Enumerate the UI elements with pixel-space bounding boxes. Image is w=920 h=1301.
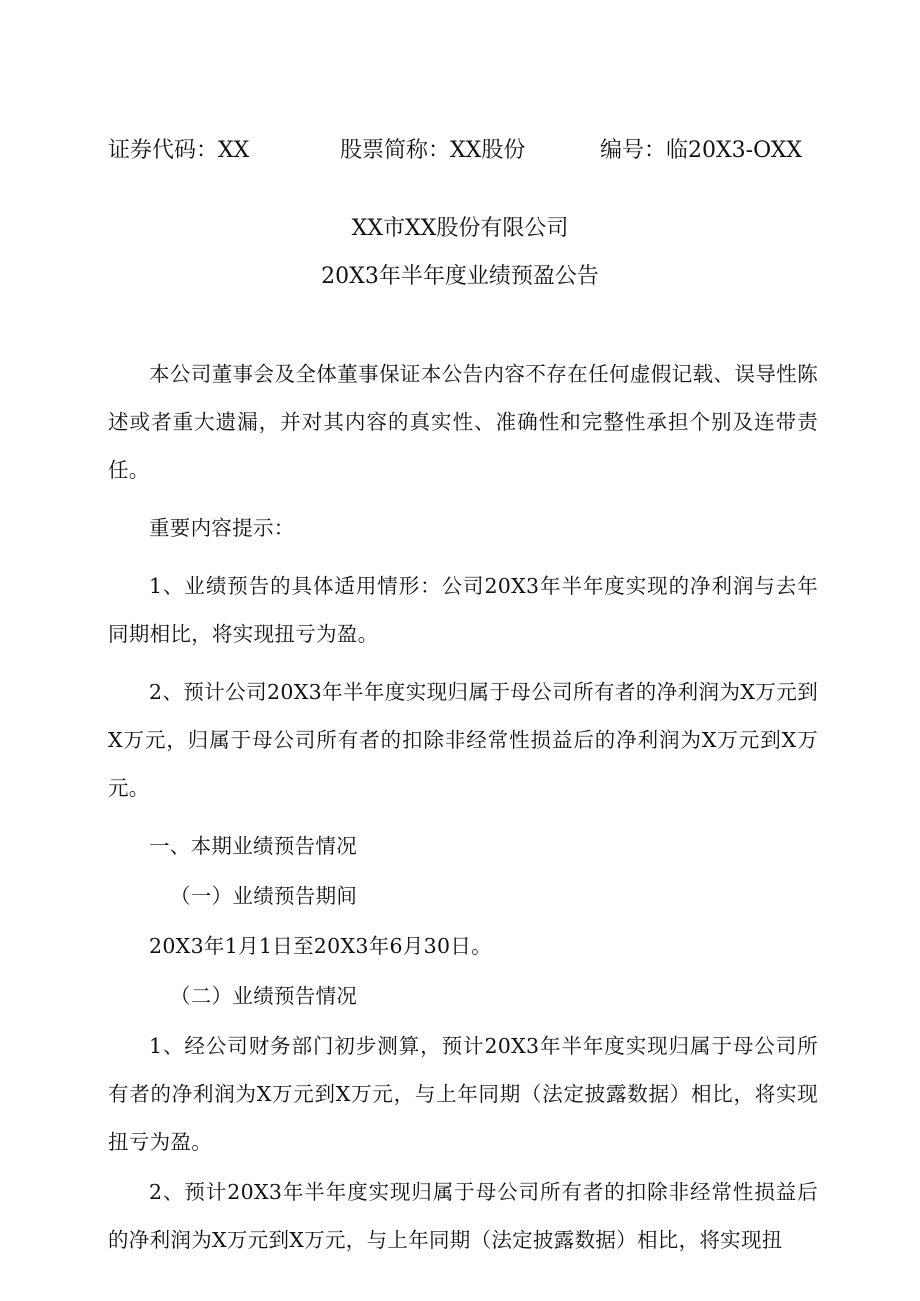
subsection-heading-1: （一）业绩预告期间 [170,884,358,908]
key-point-1: 1、业绩预告的具体适用情形：公司20X3年半年度实现的净利润与去年同期相比，将实现扭亏为盈。 [108,574,818,646]
forecast-item-2: 2、预计20X3年半年度实现归属于母公司所有者的扣除非经常性损益后的净利润为X万元到X万元，与上年同期（法定披露数据）相比，将实现扭 [108,1180,818,1252]
body-text [108,350,818,1264]
key-points-heading: 重要内容提示： [149,516,295,540]
stock-code: 证券代码：XX [108,138,250,163]
forecast-period: 20X3年1月1日至20X3年6月30日。 [149,934,492,958]
serial-number: 编号：临20X3-OXX [600,138,803,163]
subsection-heading-2: （二）业绩预告情况 [170,984,358,1008]
announcement-title: 20X3年半年度业绩预盈公告 [321,264,599,289]
disclaimer-paragraph: 本公司董事会及全体董事保证本公告内容不存在任何虚假记载、误导性陈述或者重大遗漏，并对其内容的真实性、准确性和完整性承担个别及连带责任。 [108,362,818,482]
key-point-2: 2、预计公司20X3年半年度实现归属于母公司所有者的净利润为X万元到X万元，归属于母公司所有者的扣除非经常性损益后的净利润为X万元到X万元。 [108,680,818,800]
announcement-header [108,133,820,169]
stock-name: 股票简称：XX股份 [340,138,526,163]
company-title: XX市XX股份有限公司 [351,216,569,241]
forecast-item-1: 1、经公司财务部门初步测算，预计20X3年半年度实现归属于母公司所有者的净利润为X万元到X万元，与上年同期（法定披露数据）相比，将实现扭亏为盈。 [108,1034,818,1154]
section-heading-1: 一、本期业绩预告情况 [149,834,357,858]
